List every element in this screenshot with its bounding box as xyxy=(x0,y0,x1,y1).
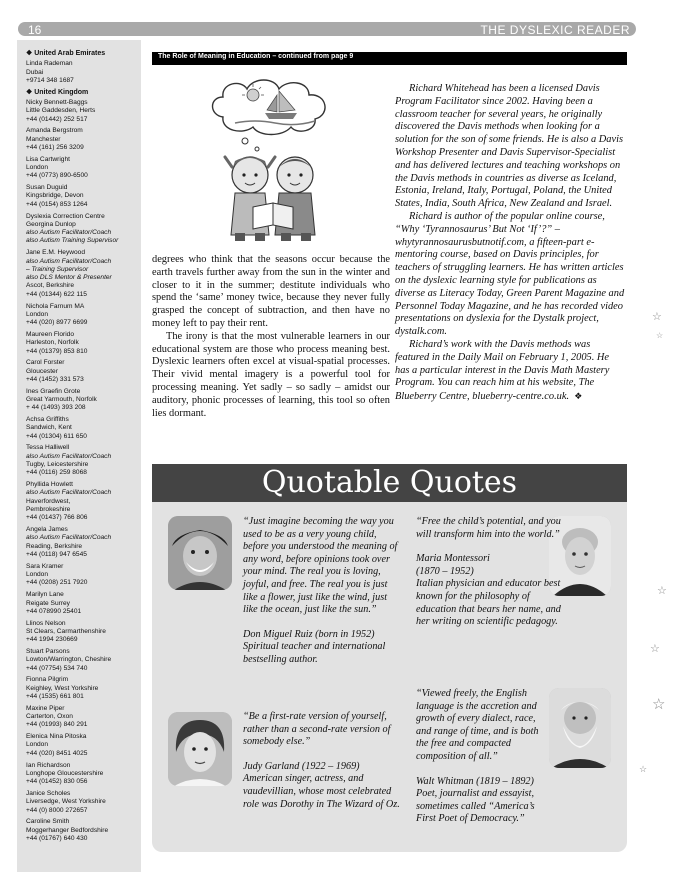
facilitator-line: +44 (0) 8000 272657 xyxy=(26,806,88,814)
facilitator-line: Llinos Nelson xyxy=(26,619,66,627)
facilitator-line: +44 (01993) 840 291 xyxy=(26,721,88,729)
facilitator-note: also Autism Facilitator/Coach xyxy=(26,257,112,265)
facilitator-line: Marilyn Lane xyxy=(26,591,64,599)
article-paragraph: degrees who think that the seasons occur because the earth travels further away from the sun in the winter and closer to it in the summer; destitute individuals who spend the ‘same’ money twice, because they never fully grasped the concept of subtraction, and then have no money left to pay their rent. xyxy=(152,254,390,329)
facilitator-line: Carol Forster xyxy=(26,359,65,367)
facilitator-line: Tugby, Leicestershire xyxy=(26,461,89,469)
facilitator-note: – Training Supervisor xyxy=(26,265,89,273)
quote-text: “Be a first-rate version of yourself, rather than a second-rate version of somebody else.” xyxy=(243,711,391,748)
article-title-bar xyxy=(152,52,627,65)
bio-paragraph xyxy=(395,339,625,404)
facilitator-entry xyxy=(26,705,140,730)
facilitator-line: Amanda Bergstrom xyxy=(26,127,83,135)
quote-attribution: Judy Garland (1922 – 1969) xyxy=(243,760,360,772)
facilitator-line: Tessa Halliwell xyxy=(26,444,70,452)
facilitator-line: Haverfordwest, xyxy=(26,497,71,505)
facilitator-line: Carterton, Oxon xyxy=(26,713,73,721)
facilitator-line: +44 (1535) 661 801 xyxy=(26,692,84,700)
facilitator-line: +44 (01437) 766 806 xyxy=(26,514,88,522)
portrait-judy-garland xyxy=(168,712,232,786)
facilitator-line: London xyxy=(26,164,49,172)
facilitator-line: Maureen Florido xyxy=(26,330,75,338)
facilitator-entry xyxy=(26,303,140,328)
facilitator-line: +44 (07754) 534 740 xyxy=(26,664,88,672)
facilitator-line: Kingsbridge, Devon xyxy=(26,192,84,200)
quote-block xyxy=(416,516,566,629)
facilitator-entry xyxy=(26,481,140,522)
open-book-icon xyxy=(253,203,293,229)
facilitator-line: Phyllida Howlett xyxy=(26,481,73,489)
facilitator-line: St Clears, Carmarthenshire xyxy=(26,627,106,635)
facilitator-line: +44 (0773) 890-6500 xyxy=(26,172,88,180)
diamond-bullet-icon: ❖ xyxy=(574,391,583,402)
facilitator-line: +44 (01344) 622 115 xyxy=(26,290,87,298)
facilitator-entry xyxy=(26,60,140,85)
facilitator-entry xyxy=(26,388,140,413)
facilitator-line: Fionna Pilgrim xyxy=(26,676,69,684)
quote-attribution: Poet, journalist and essayist, sometimes called “America’s First Poet of Democracy.” xyxy=(416,788,535,825)
facilitator-entry xyxy=(26,444,140,477)
facilitator-line: Stuart Parsons xyxy=(26,648,70,655)
facilitator-line: Lowton/Warrington, Cheshire xyxy=(26,656,112,664)
page-number: 16 xyxy=(28,23,42,37)
facilitator-line: + 44 (1493) 393 208 xyxy=(26,404,86,412)
facilitator-line: +44 (0208) 251 7920 xyxy=(26,579,88,587)
facilitator-entry xyxy=(26,733,140,758)
facilitator-entry xyxy=(26,416,140,441)
quote-attribution: Maria Montessori xyxy=(416,553,490,565)
facilitator-entry xyxy=(26,331,140,356)
magazine-title: THE DYSLEXIC READER xyxy=(480,23,630,37)
author-bio-column xyxy=(395,83,625,404)
bio-paragraph: Richard Whitehead has been a licensed Davis Program Facilitator since 2002. Having been a classroom teacher for several years, he originally discovered the Davis methods when looking for a solution for the son of some friends. He is also a Davis Workshop Presenter and Davis Supervisor-Specialist and has delivered lectures and teaching workshops on the Davis methods in countries as diverse as Iceland, Estonia, Ireland, Italy, Portugal, Poland, the United States, India, South Africa, New Zealand and Israel. xyxy=(395,83,624,210)
facilitator-line: +44 (01452) 830 056 xyxy=(26,778,88,786)
facilitator-entry xyxy=(26,563,140,588)
facilitator-line: Ian Richardson xyxy=(26,761,71,769)
facilitator-line: +44 (0154) 853 1264 xyxy=(26,200,88,208)
article-left-column xyxy=(152,254,390,420)
country-heading: ❖ United Kingdom xyxy=(26,88,89,96)
article-title: The Role of Meaning in Education – continued from page 9 xyxy=(158,53,354,60)
star-icon: ☆ xyxy=(652,697,666,713)
facilitator-line: +44 (0118) 947 6545 xyxy=(26,551,87,559)
facilitator-line: Sara Kramer xyxy=(26,562,64,570)
facilitator-line: +44 (01379) 853 810 xyxy=(26,347,88,355)
boy-figure xyxy=(275,157,315,241)
quote-attribution: Walt Whitman (1819 – 1892) xyxy=(416,775,534,787)
facilitator-line: Great Yarmouth, Norfolk xyxy=(26,395,97,403)
facilitator-entry xyxy=(26,127,140,152)
facilitator-line: Nichola Farnum MA xyxy=(26,302,85,310)
facilitator-line: Linda Rademan xyxy=(26,60,73,68)
girl-figure xyxy=(225,157,275,241)
facilitator-line: Manchester xyxy=(26,135,61,143)
facilitator-note: also Autism Facilitator/Coach xyxy=(26,489,112,497)
facilitator-line: +44 1994 230669 xyxy=(26,636,78,644)
star-icon: ☆ xyxy=(657,585,667,597)
facilitator-line: Achsa Griffiths xyxy=(26,416,69,424)
facilitator-line: Dubai xyxy=(26,68,44,76)
facilitator-note: also Autism Facilitator/Coach xyxy=(26,452,112,460)
facilitator-line: Reading, Berkshire xyxy=(26,542,83,550)
facilitator-line: Georgina Dunlop xyxy=(26,220,76,228)
quote-text: “Just imagine becoming the way you used to be as a very young child, before you understood the meaning of any word, before opinions took over your mind. The real you is loving, joyful, and free. The real you is just like a flower, just like the wind, just like the ocean, just like the sun.” xyxy=(243,516,398,616)
star-icon: ☆ xyxy=(652,311,662,323)
facilitator-line: +44 (020) 8977 6699 xyxy=(26,319,88,327)
facilitator-line: +44 (1452) 331 573 xyxy=(26,375,84,383)
facilitator-line: London xyxy=(26,741,49,749)
quote-block xyxy=(243,711,403,811)
facilitator-line: Elenica Nina Pitoska xyxy=(26,733,87,741)
facilitator-line: London xyxy=(26,310,49,318)
facilitator-line: Reigate Surrey xyxy=(26,599,70,607)
quote-attribution: Don Miguel Ruiz (born in 1952) xyxy=(243,628,375,640)
facilitator-note: also Autism Facilitator/Coach xyxy=(26,534,112,542)
facilitator-line: +44 (161) 256 3209 xyxy=(26,143,84,151)
facilitator-line: Gloucester xyxy=(26,367,58,375)
quote-attribution: Italian physician and educator best known for the philosophy of education that bears her name, and her writing on scientific pedagogy. xyxy=(416,578,561,628)
facilitator-entry xyxy=(26,762,140,787)
facilitator-line: +44 (01304) 611 650 xyxy=(26,432,87,440)
facilitator-line: Moggerhanger Bedfordshire xyxy=(26,826,109,834)
facilitator-entry xyxy=(26,156,140,181)
facilitator-entry xyxy=(26,818,140,843)
facilitator-entry xyxy=(26,213,140,246)
portrait-walt-whitman xyxy=(549,688,611,768)
facilitator-line: Susan Duguid xyxy=(26,184,68,192)
bio-paragraph-text: Richard’s work with the Davis methods was featured in the Daily Mail on February 1, 2005. He has a particular interest in the Davis Math Mastery Program. You can reach him at his website, The Blueberry Centre, blueberry-centre.co.uk. xyxy=(395,338,610,403)
facilitator-line: +44 (01767) 640 430 xyxy=(26,834,88,842)
star-icon: ☆ xyxy=(656,331,664,340)
facilitator-line: Sandwich, Kent xyxy=(26,424,72,432)
star-icon: ☆ xyxy=(639,764,648,774)
facilitator-line: Lisa Cartwright xyxy=(26,155,70,163)
facilitator-line: Keighley, West Yorkshire xyxy=(26,684,99,692)
quote-block xyxy=(416,688,551,826)
facilitator-line: +44 (0116) 259 8068 xyxy=(26,469,87,477)
facilitator-line: +9714 348 1687 xyxy=(26,76,74,84)
facilitator-line: Nicky Bennett-Baggs xyxy=(26,98,88,106)
quote-attribution: American singer, actress, and vaudevillian, whose most celebrated role was Dorothy in The Wizard of Oz. xyxy=(243,773,400,810)
facilitator-line: Ascot, Berkshire xyxy=(26,282,75,290)
facilitator-entry xyxy=(26,99,140,124)
facilitator-line: Harleston, Norfolk xyxy=(26,339,79,347)
facilitator-line: Pembrokeshire xyxy=(26,506,71,514)
facilitator-entry xyxy=(26,359,140,384)
star-icon: ☆ xyxy=(650,643,660,655)
facilitator-entry xyxy=(26,676,140,701)
quote-attribution: Spiritual teacher and international bestselling author. xyxy=(243,641,386,665)
facilitator-line: Liversedge, West Yorkshire xyxy=(26,798,106,806)
facilitator-line: London xyxy=(26,571,49,579)
facilitator-line: Longhope Gloucestershire xyxy=(26,769,104,777)
country-heading: ❖ United Arab Emirates xyxy=(26,50,106,57)
facilitator-line: Ines Graefin Grote xyxy=(26,387,81,395)
quote-text: “Free the child’s potential, and you will transform him into the world.” xyxy=(416,516,561,540)
facilitator-entry xyxy=(26,249,140,299)
article-paragraph: The irony is that the most vulnerable learners in our educational system are those who process meaning best. Dyslexic learners often excel at visual-spatial processes. Their vivid mental imagery is a powerful tool for processing meaning. Yet sadly – so sadly – amidst our auditory, phonic processes of learning, this tool so often lies dormant. xyxy=(152,330,390,419)
quote-text: “Viewed freely, the English language is the accretion and growth of every dialect, race, and range of time, and is both the free and compacted composition of all.” xyxy=(416,688,539,762)
facilitator-note: also DLS Mentor & Presenter xyxy=(26,274,112,282)
facilitator-line: +44 (020) 8451 4025 xyxy=(26,749,88,757)
facilitator-directory-sidebar xyxy=(17,40,141,872)
facilitator-line: Janice Scholes xyxy=(26,789,71,797)
facilitator-directory-list xyxy=(26,50,140,847)
facilitator-line: Maxine Piper xyxy=(26,704,65,712)
facilitator-note: also Autism Training Supervisor xyxy=(26,237,119,245)
facilitator-entry xyxy=(26,790,140,815)
facilitator-entry xyxy=(26,591,140,616)
portrait-don-miguel-ruiz xyxy=(168,516,232,590)
facilitator-line: Jane E.M. Heywood xyxy=(26,249,86,257)
facilitator-line: Little Gaddesden, Herts xyxy=(26,107,96,115)
children-reading-illustration xyxy=(205,75,345,255)
facilitator-line: Dyslexia Correction Centre xyxy=(26,212,105,220)
quote-block xyxy=(243,516,403,667)
facilitator-line: +44 (01442) 252 517 xyxy=(26,115,88,123)
facilitator-line: Angela James xyxy=(26,526,68,534)
facilitator-line: Caroline Smith xyxy=(26,818,70,826)
quotes-title: Quotable Quotes xyxy=(261,465,518,500)
facilitator-entry xyxy=(26,620,140,645)
facilitator-note: also Autism Facilitator/Coach xyxy=(26,229,112,237)
facilitator-entry xyxy=(26,526,140,559)
bio-paragraph: Richard is author of the popular online course, “Why ‘Tyrannosaurus’ But Not ‘If’?” – whytyrannosaurusbutnotif.com, a fifteen-part e-mentoring course, based on Davis principles, for teachers of struggling learners. He has written articles on the dyslexic learning style for publications as diverse as Literacy Today, Green Parent Magazine and Personnel Today Magazine, and he has recorded video presentations on dyslexia for the Dystalk project, dystalk.com. xyxy=(395,210,625,338)
quote-attribution: (1870 – 1952) xyxy=(416,565,474,577)
facilitator-entry xyxy=(26,648,140,673)
facilitator-line: +44 078990 25401 xyxy=(26,607,82,615)
facilitator-entry xyxy=(26,184,140,209)
